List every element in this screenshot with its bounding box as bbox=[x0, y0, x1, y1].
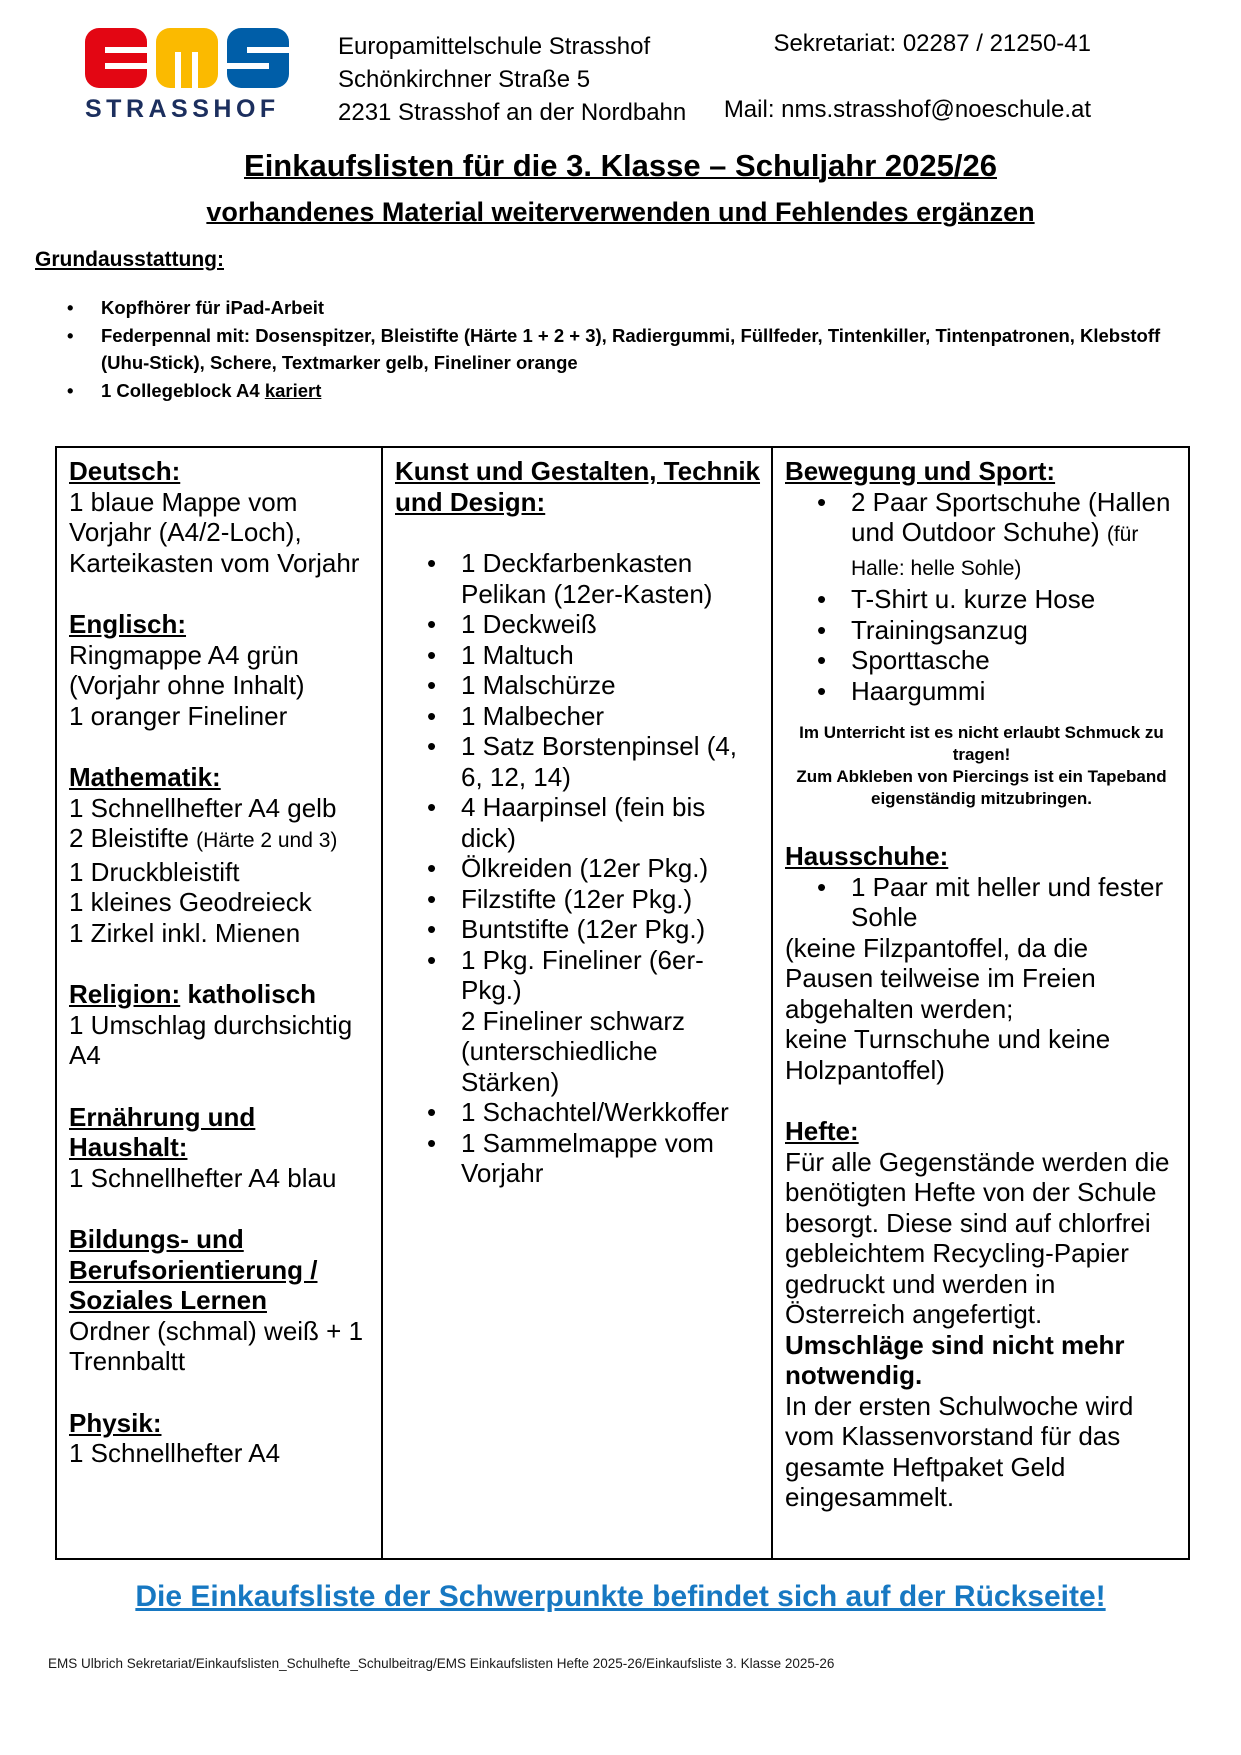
item-text: T-Shirt u. kurze Hose bbox=[851, 584, 1096, 614]
supplies-table bbox=[55, 446, 1190, 1560]
item-text: Trainingsanzug bbox=[851, 614, 1028, 645]
item-text: Kopfhörer für iPad-Arbeit bbox=[101, 297, 325, 318]
subject-item: 1 Zirkel inkl. Mienen bbox=[69, 917, 301, 948]
list-item bbox=[785, 615, 1178, 646]
school-city: 2231 Strasshof an der Nordbahn bbox=[338, 99, 687, 126]
list-item bbox=[395, 1097, 761, 1128]
item-text: 1 Sammelmappe vom Vorjahr bbox=[461, 1127, 714, 1188]
section-ernaehrung bbox=[69, 1102, 371, 1194]
school-mail: Mail: nms.strasshof@noeschule.at bbox=[723, 96, 1091, 123]
section-englisch bbox=[69, 609, 371, 731]
item-text: Ölkreiden (12er Pkg.) bbox=[461, 853, 709, 883]
section-religion bbox=[69, 979, 371, 1071]
list-item bbox=[395, 548, 761, 609]
grundausstattung-heading: Grundausstattung: bbox=[35, 248, 224, 271]
grundausstattung-list bbox=[65, 294, 1170, 404]
item-text: 1 Schachtel/Werkkoffer bbox=[461, 1097, 729, 1127]
item-text: 1 Satz Borstenpinsel (4, 6, 12, 14) bbox=[461, 731, 738, 792]
section-hausschuhe bbox=[785, 841, 1178, 1085]
subject-item bbox=[69, 823, 371, 857]
secretariat-phone: Sekretariat: 02287 / 21250-41 bbox=[773, 30, 1091, 57]
list-item bbox=[785, 676, 1178, 707]
list-item bbox=[395, 914, 761, 945]
list-item bbox=[395, 670, 761, 701]
school-logo bbox=[85, 28, 315, 124]
subject-heading bbox=[69, 979, 371, 1010]
subject-item: 1 kleines Geodreieck bbox=[69, 887, 312, 917]
section-deutsch bbox=[69, 456, 371, 578]
list-item bbox=[395, 945, 761, 1098]
subject-item: 1 Schnellhefter A4 gelb bbox=[69, 792, 337, 823]
list-item bbox=[395, 1128, 761, 1189]
logo-word: STRASSHOF bbox=[85, 95, 280, 123]
list-item bbox=[395, 701, 761, 732]
item-text: 1 Malschürze bbox=[461, 670, 616, 700]
item-text: 1 Pkg. Fineliner (6er-Pkg.) bbox=[461, 944, 704, 1005]
list-item bbox=[785, 487, 1178, 585]
subject-heading: Bewegung und Sport: bbox=[785, 456, 1056, 486]
list-item bbox=[395, 609, 761, 640]
table-column-kunst bbox=[383, 448, 773, 1558]
letterhead bbox=[0, 0, 1241, 142]
item-text: 1 Deckweiß bbox=[461, 609, 597, 639]
item-text: 2 Paar Sportschuhe (Hallen und Outdoor Schuhe) bbox=[851, 486, 1171, 547]
logo-letter-m-icon bbox=[156, 28, 218, 88]
list-item bbox=[395, 731, 761, 792]
item-text: Buntstifte (12er Pkg.) bbox=[461, 914, 706, 944]
hausschuhe-note: keine Turnschuhe und keine Holzpantoffel) bbox=[785, 1024, 1111, 1085]
item-text: 1 Deckfarbenkasten Pelikan (12er-Kasten) bbox=[461, 548, 713, 609]
subject-heading: Englisch: bbox=[69, 609, 187, 639]
logo-letter-s-icon bbox=[227, 28, 289, 88]
item-text: Sporttasche bbox=[851, 645, 990, 675]
sport-list bbox=[785, 487, 1178, 707]
hefte-bold-note: Umschläge sind nicht mehr notwendig. bbox=[785, 1329, 1125, 1390]
section-bildung bbox=[69, 1224, 371, 1377]
item-text: 1 Malbecher bbox=[461, 700, 605, 731]
list-item bbox=[785, 872, 1178, 933]
list-item bbox=[395, 640, 761, 671]
subject-heading: Hausschuhe: bbox=[785, 841, 949, 871]
page-title: Einkaufslisten für die 3. Klasse – Schuljahr 2025/26 bbox=[244, 148, 997, 183]
school-name: Europamittelschule Strasshof bbox=[338, 33, 651, 60]
item-note: (für Halle: helle Sohle) bbox=[851, 523, 1139, 580]
item-text: 4 Haarpinsel (fein bis dick) bbox=[461, 792, 706, 853]
school-street: Schönkirchner Straße 5 bbox=[338, 66, 591, 93]
item-text: Federpennal mit: Dosenspitzer, Bleistifte (Härte 1 + 2 + 3), Radiergummi, Füllfeder, Tintenkiller, Tintenpatronen, Klebstoff (Uhu-Stick), Schere, Textmarker gelb, Fineliner orange bbox=[101, 325, 1161, 373]
hefte-final-note: In der ersten Schulwoche wird vom Klassenvorstand für das gesamte Heftpaket Geld eingesammelt. bbox=[785, 1390, 1134, 1512]
subject-heading: Hefte: bbox=[785, 1116, 859, 1146]
heading-suffix: katholisch bbox=[180, 979, 317, 1009]
heading-text: Religion: bbox=[69, 979, 181, 1009]
item-text-underlined: kariert bbox=[264, 380, 322, 401]
list-item bbox=[65, 294, 1170, 321]
subject-item: Ringmappe A4 grün (Vorjahr ohne Inhalt) bbox=[69, 639, 305, 700]
subject-heading: Mathematik: bbox=[69, 762, 221, 792]
section-mathematik bbox=[69, 762, 371, 948]
backside-note: Die Einkaufsliste der Schwerpunkte befindet sich auf der Rückseite! bbox=[135, 1580, 1106, 1613]
jewelry-warning bbox=[785, 722, 1178, 810]
table-column-subjects-1 bbox=[57, 448, 383, 1558]
item-text: 2 Bleistifte bbox=[69, 823, 197, 853]
list-item bbox=[65, 377, 1170, 404]
list-item bbox=[395, 853, 761, 884]
subject-heading: Deutsch: bbox=[69, 456, 181, 486]
warning-line: Zum Abkleben von Piercings ist ein Tapeband eigenständig mitzubringen. bbox=[796, 767, 1167, 808]
subject-item: 1 Schnellhefter A4 bbox=[69, 1438, 281, 1468]
hausschuhe-note: (keine Filzpantoffel, da die Pausen teilweise im Freien abgehalten werden; bbox=[785, 932, 1096, 1024]
warning-line: Im Unterricht ist es nicht erlaubt Schmuck zu tragen! bbox=[799, 723, 1164, 764]
item-text: 1 Collegeblock A4 bbox=[101, 380, 265, 401]
item-text: Filzstifte (12er Pkg.) bbox=[461, 883, 693, 914]
subject-heading: Ernährung und Haushalt: bbox=[69, 1101, 256, 1162]
list-item bbox=[65, 322, 1170, 376]
subject-item: 1 Schnellhefter A4 blau bbox=[69, 1162, 337, 1193]
hefte-body: Für alle Gegenstände werden die benötigten Hefte von der Schule besorgt. Diese sind auf chlorfrei gebleichtem Recycling-Papier gedruckt und werden in Österreich angefertigt. bbox=[785, 1146, 1170, 1329]
subject-heading: Bildungs- und Berufsorientierung / Soziales Lernen bbox=[69, 1224, 318, 1315]
kunst-list bbox=[395, 548, 761, 1189]
list-item bbox=[395, 884, 761, 915]
list-item bbox=[785, 645, 1178, 676]
subject-items: 1 blaue Mappe vom Vorjahr (A4/2-Loch), Karteikasten vom Vorjahr bbox=[69, 486, 360, 578]
list-item bbox=[395, 792, 761, 853]
subject-item: 1 Umschlag durchsichtig A4 bbox=[69, 1009, 353, 1070]
subject-item: 1 oranger Fineliner bbox=[69, 700, 288, 731]
subject-item: Ordner (schmal) weiß + 1 Trennbaltt bbox=[69, 1315, 364, 1376]
logo-letter-e-icon bbox=[85, 28, 147, 88]
item-text: 1 Maltuch bbox=[461, 639, 574, 670]
page-subtitle: vorhandenes Material weiterverwenden und Fehlendes ergänzen bbox=[206, 197, 1035, 227]
item-continuation: 2 Fineliner schwarz (unterschiedliche Stärken) bbox=[461, 1005, 685, 1097]
section-physik bbox=[69, 1408, 371, 1469]
item-note: (Härte 2 und 3) bbox=[196, 829, 338, 852]
hausschuhe-list bbox=[785, 872, 1178, 933]
item-text: Haargummi bbox=[851, 675, 986, 706]
item-text: 1 Paar mit heller und fester Sohle bbox=[851, 871, 1164, 932]
section-hefte bbox=[785, 1116, 1178, 1513]
document-file-path: EMS Ulbrich Sekretariat/Einkaufslisten_Schulhefte_Schulbeitrag/EMS Einkaufslisten Hefte 2025-26/Einkaufsliste 3. Klasse 2025-26 bbox=[48, 1656, 835, 1671]
list-item bbox=[785, 584, 1178, 615]
subject-item: 1 Druckbleistift bbox=[69, 856, 240, 887]
table-column-sport bbox=[773, 448, 1188, 1558]
subject-heading: Kunst und Gestalten, Technik und Design: bbox=[395, 456, 761, 517]
logo-tiles bbox=[85, 28, 315, 88]
school-address bbox=[338, 30, 686, 129]
subject-heading: Physik: bbox=[69, 1407, 162, 1438]
